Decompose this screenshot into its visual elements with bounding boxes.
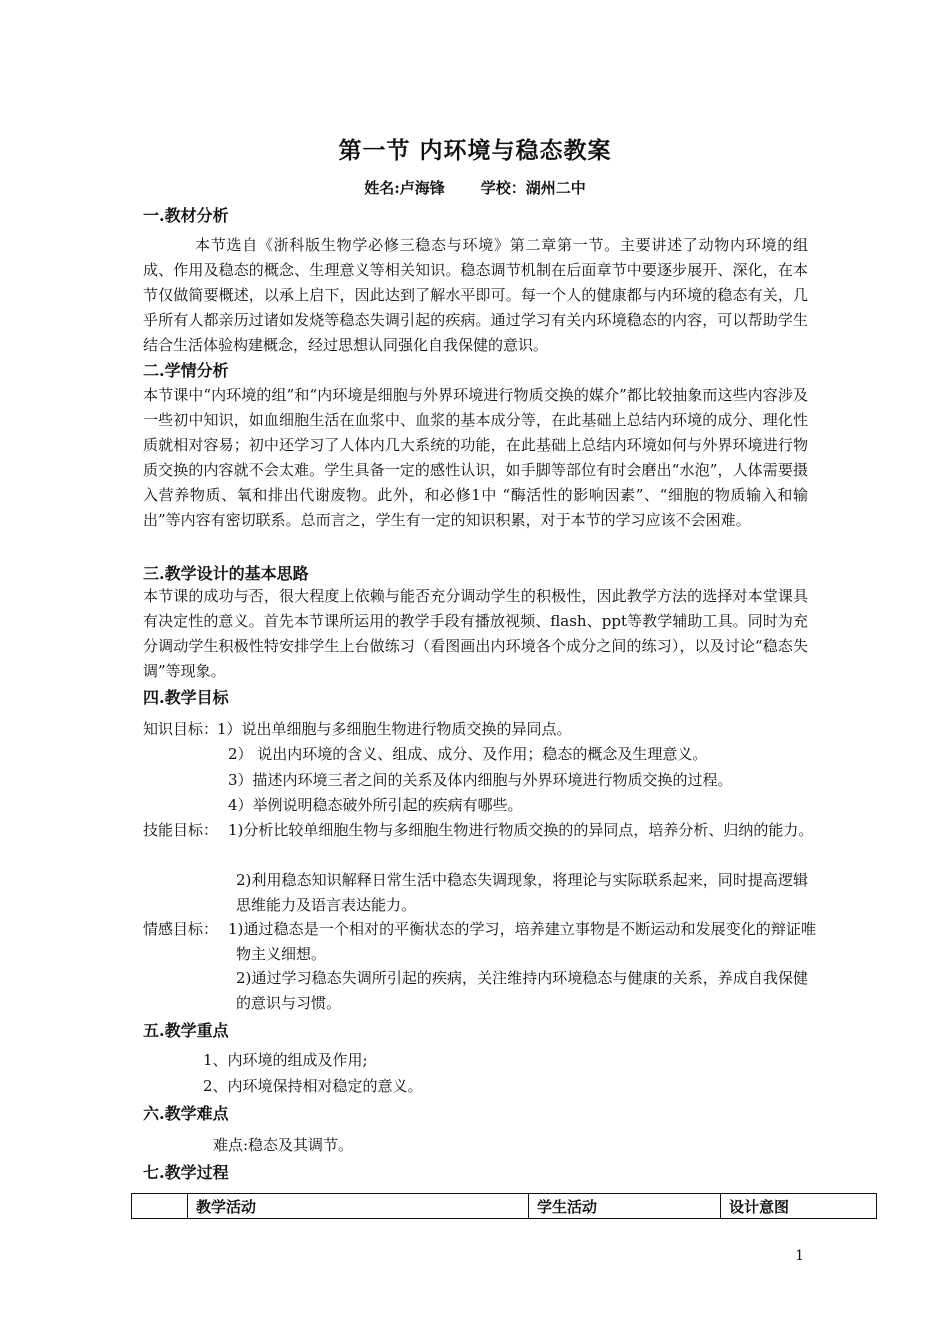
learner-analysis-paragraph: 本节课中“内环境的组”和“内环境是细胞与外界环境进行物质交换的媒介”都比较抽象而这些内容涉及一些初中知识，如血细胞生活在血浆中、血浆的基本成分等，在此基础上总结内环境的成分、理化性质就相对容易；初中还学习了人体内几大系统的功能，在此基础上总结内环境如何与外界环境进行物质交换的内容就不会太难。学生具备一定的感性认识，如手脚等部位有时会磨出“水泡”，人体需要摄入营养物质、氧和排出代谢废物。此外，和必修1中 “酶活性的影响因素”、“细胞的物质输入和输出”等内容有密切联系。总而言之，学生有一定的知识积累，对于本节的学习应该不会困难。 xyxy=(143,386,808,529)
skill-objectives-label: 技能目标： xyxy=(143,821,219,839)
table-header-cell xyxy=(132,1194,188,1219)
emotion-objective-item: 2)通过学习稳态失调所引起的疾病，关注维持内环境稳态与健康的关系，养成自我保健的意识与习惯。 xyxy=(236,969,808,1012)
difficulty-text: 难点:稳态及其调节。 xyxy=(213,1136,354,1154)
knowledge-objectives-label: 知识目标： xyxy=(143,720,219,738)
design-ideas-paragraph: 本节课的成功与否，很大程度上依赖与能否充分调动学生的积极性，因此教学方法的选择对本堂课具有决定性的意义。首先本节课所运用的教学手段有播放视频、flash、ppt等教学辅助工具。同时为充分调动学生积极性特安排学生上台做练习（看图画出内环境各个成分之间的练习），以及讨论“稳态失调”等现象。 xyxy=(143,587,808,680)
key-point-item: 1、内环境的组成及作用; xyxy=(203,1051,368,1069)
table-header-cell: 学生活动 xyxy=(529,1194,721,1219)
table-header-cell: 设计意图 xyxy=(721,1194,877,1219)
author-school: 学校：湖州二中 xyxy=(480,179,586,197)
page-number: 1 xyxy=(795,1248,804,1264)
author-line xyxy=(0,177,950,198)
teaching-process-table xyxy=(131,1193,877,1219)
skill-objective-item: 1)分析比较单细胞生物与多细胞生物进行物质交换的的异同点，培养分析、归纳的能力。 xyxy=(228,821,814,839)
table-header-row xyxy=(132,1194,877,1219)
emotion-objectives-label: 情感目标： xyxy=(143,920,219,938)
section-heading-textbook-analysis: 一.教材分析 xyxy=(143,206,229,225)
key-point-item: 2、内环境保持相对稳定的意义。 xyxy=(203,1077,423,1095)
knowledge-objective-item: 2） 说出内环境的含义、组成、成分、及作用；稳态的概念及生理意义。 xyxy=(228,745,708,763)
section-heading-learner-analysis: 二.学情分析 xyxy=(143,361,229,380)
table-header-cell: 教学活动 xyxy=(188,1194,529,1219)
author-name: 姓名:卢海锋 xyxy=(364,179,445,197)
section-heading-teaching-process: 七.教学过程 xyxy=(143,1163,229,1182)
textbook-analysis-paragraph: 本节选自《浙科版生物学必修三稳态与环境》第二章第一节。主要讲述了动物内环境的组成、作用及稳态的概念、生理意义等相关知识。稳态调节机制在后面章节中要逐步展开、深化，在本节仅做简要概述，以承上启下，因此达到了解水平即可。每一个人的健康都与内环境的稳态有关，几乎所有人都亲历过诸如发烧等稳态失调引起的疾病。通过学习有关内环境稳态的内容，可以帮助学生结合生活体验构建概念，经过思想认同强化自我保健的意识。 xyxy=(143,236,808,354)
document-title: 第一节 内环境与稳态教案 xyxy=(338,137,612,164)
skill-objective-item: 2)利用稳态知识解释日常生活中稳态失调现象，将理论与实际联系起来，同时提高逻辑思维能力及语言表达能力。 xyxy=(236,871,808,914)
emotion-objective-item: 1)通过稳态是一个相对的平衡状态的学习，培养建立事物是不断运动和发展变化的辩证唯物主义细想。 xyxy=(228,920,816,963)
knowledge-objective-item: 1）说出单细胞与多细胞生物进行物质交换的异同点。 xyxy=(217,720,572,738)
section-heading-key-points: 五.教学重点 xyxy=(143,1021,229,1040)
section-heading-objectives: 四.教学目标 xyxy=(143,688,229,707)
section-heading-difficulties: 六.教学难点 xyxy=(143,1104,229,1123)
section-heading-design-ideas: 三.教学设计的基本思路 xyxy=(143,564,309,583)
knowledge-objective-item: 4）举例说明稳态破外所引起的疾病有哪些。 xyxy=(228,796,523,814)
knowledge-objective-item: 3）描述内环境三者之间的关系及体内细胞与外界环境进行物质交换的过程。 xyxy=(228,771,733,789)
